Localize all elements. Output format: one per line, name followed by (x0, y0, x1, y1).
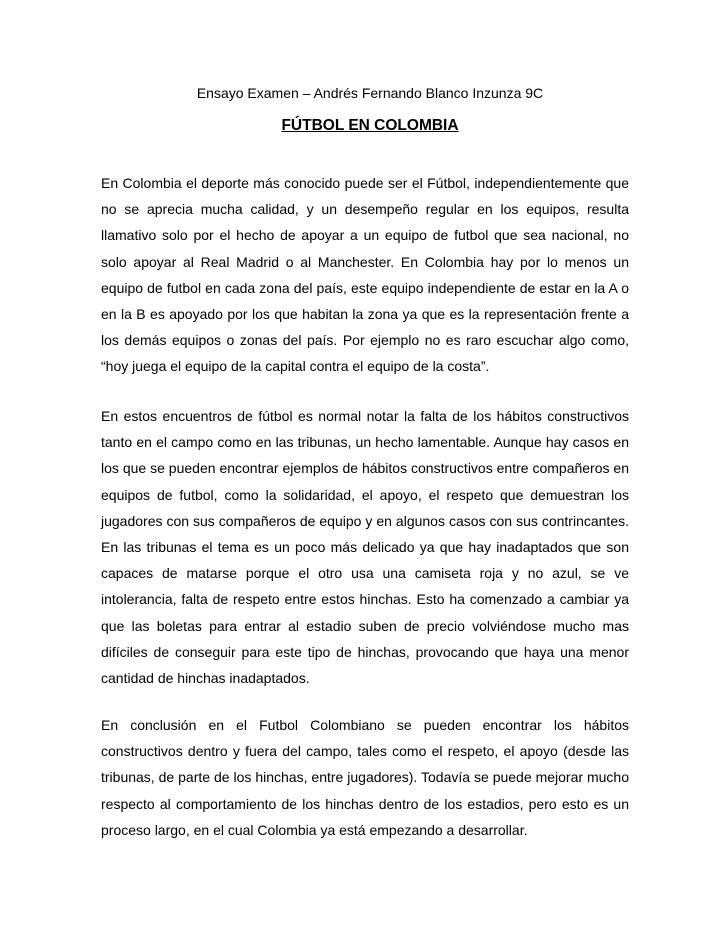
document-header: Ensayo Examen – Andrés Fernando Blanco Inzunza 9C (196, 85, 544, 101)
paragraph-body: En estos encuentros de fútbol es normal notar la falta de los hábitos constructivos tanto en el campo como en las tribunas, un hecho lamentable. Aunque hay casos en los que se pueden encontrar ejemplos de hábitos constructivos entre compañeros en equipos de futbol, como la solidaridad, el apoyo, el respeto que demuestran los jugadores con sus compañeros de equipo y en algunos casos con sus contrincantes. En las tribunas el tema es un poco más delicado ya que hay inadaptados que son capaces de matarse porque el otro usa una camiseta roja y no azul, se ve intolerancia, falta de respeto entre estos hinchas. Esto ha comenzado a cambiar ya que las boletas para entrar al estadio suben de precio volviéndose mucho mas difíciles de conseguir para este tipo de hinchas, provocando que haya una menor cantidad de hinchas inadaptados. (101, 408, 629, 687)
paragraph-conclusion: En conclusión en el Futbol Colombiano se pueden encontrar los hábitos constructivos dentro y fuera del campo, tales como el respeto, el apoyo (desde las tribunas, de parte de los hinchas, entre jugadores). Todavía se puede mejorar mucho respecto al comportamiento de los hinchas dentro de los estadios, pero esto es un proceso largo, en el cual Colombia ya está empezando a desarrollar. (101, 717, 629, 838)
page-title: FÚTBOL EN COLOMBIA (281, 117, 459, 134)
paragraph-intro: En Colombia el deporte más conocido puede ser el Fútbol, independientemente que no se aprecia mucha calidad, y un desempeño regular en los equipos, resulta llamativo solo por el hecho de apoyar a un equipo de futbol que sea nacional, no solo apoyar al Real Madrid o al Manchester. En Colombia hay por lo menos un equipo de futbol en cada zona del país, este equipo independiente de estar en la A o en la B es apoyado por los que habitan la zona ya que es la representación frente a los demás equipos o zonas del país. Por ejemplo no es raro escuchar algo como, “hoy juega el equipo de la capital contra el equipo de la costa”. (101, 175, 629, 375)
